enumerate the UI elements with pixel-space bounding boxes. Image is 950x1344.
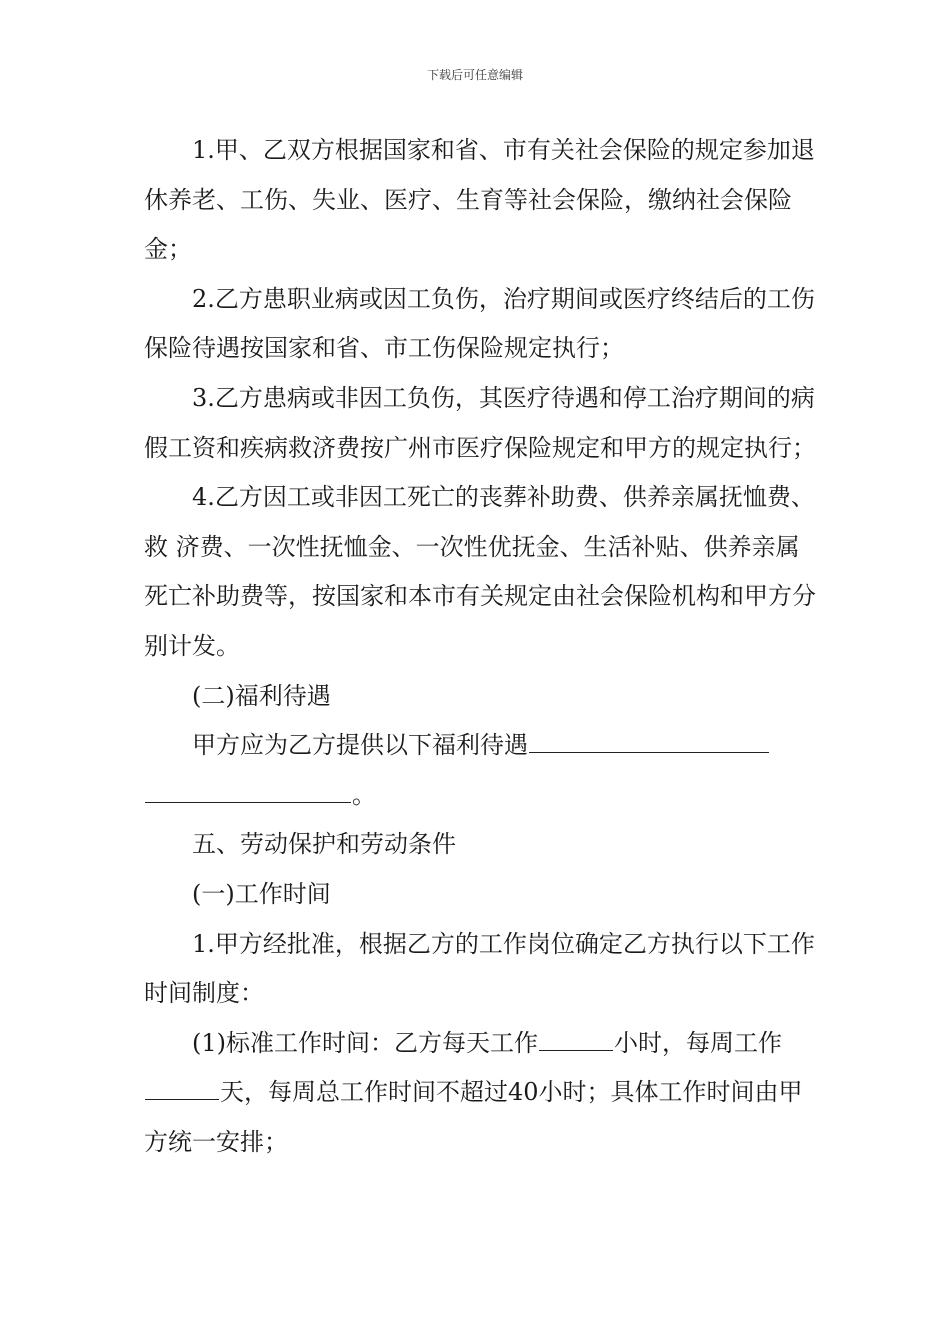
paragraph-work-injury: 2.乙方患职业病或因工负伤，治疗期间或医疗终结后的工伤保险待遇按国家和省、市工伤保险规定执行； <box>144 284 815 363</box>
welfare-end: 。 <box>352 780 376 809</box>
std-hours-text-d: 天，每周总工作时间不超过40小时；具体工作时间由甲方统一安排； <box>144 1078 803 1156</box>
paragraph-standard-hours <box>144 1019 816 1168</box>
paragraph-welfare <box>144 721 816 771</box>
welfare-text: 甲方应为乙方提供以下福利待遇 <box>192 731 528 760</box>
heading-working-time: (一)工作时间 <box>192 879 331 908</box>
paragraph-sickness: 3.乙方患病或非因工负伤，其医疗待遇和停工治疗期间的病假工资和疾病救济费按广州市医疗保险规定和甲方的规定执行； <box>144 383 816 462</box>
welfare-blank-1[interactable] <box>529 724 769 753</box>
heading-section-5: 五、劳动保护和劳动条件 <box>192 830 456 859</box>
welfare-blank-2[interactable] <box>145 774 351 803</box>
page-header: 下载后可任意编辑 <box>426 68 523 82</box>
document-body <box>144 126 816 1167</box>
std-hours-text-b: 小时，每周工 <box>614 1028 758 1057</box>
days-per-week-blank[interactable] <box>145 1071 219 1100</box>
std-hours-text-c: 作 <box>758 1028 782 1057</box>
paragraph-insurance: 1.甲、乙双方根据国家和省、市有关社会保险的规定参加退休养老、工伤、失业、医疗、生育等社会保险，缴纳社会保险金； <box>144 136 815 264</box>
paragraph-work-system: 1.甲方经批准，根据乙方的工作岗位确定乙方执行以下工作时间制度： <box>144 929 815 1008</box>
heading-welfare: (二)福利待遇 <box>192 681 331 710</box>
hours-per-day-blank[interactable] <box>539 1022 613 1051</box>
paragraph-welfare-cont <box>144 771 816 821</box>
std-hours-text-a: (1)标准工作时间：乙方每天工作 <box>192 1028 538 1057</box>
paragraph-death-benefits: 4.乙方因工或非因工死亡的丧葬补助费、供养亲属抚恤费、救 济费、一次性抚恤金、一次性优抚金、生活补贴、供养亲属死亡补助费等，按国家和本市有关规定由社会保险机构和甲方分别计发。 <box>144 483 816 660</box>
